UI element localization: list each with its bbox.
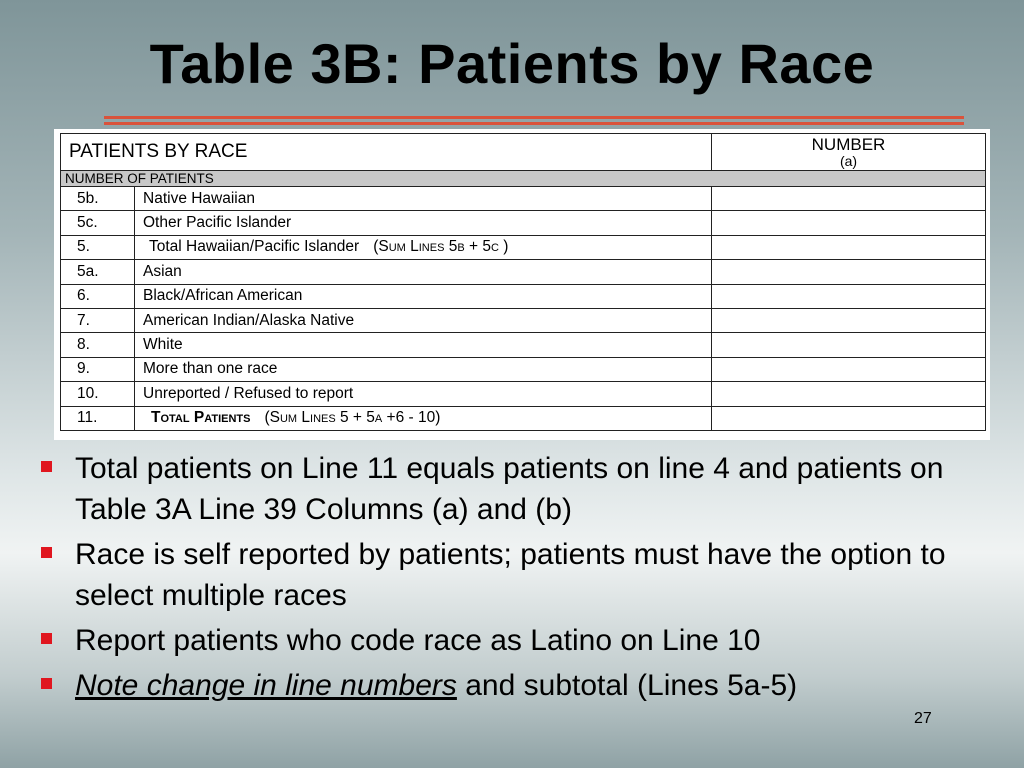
line-number-cell: 11. — [61, 406, 135, 430]
table-row — [61, 260, 986, 284]
table-row — [61, 333, 986, 357]
number-value-cell — [712, 211, 986, 235]
patients-by-race-table — [60, 133, 986, 431]
bullet-item — [40, 448, 1015, 530]
bullet-text: Report patients who code race as Latino on Line 10 — [75, 624, 761, 657]
title-rule-top — [104, 116, 964, 119]
number-value-cell — [712, 260, 986, 284]
line-number-cell: 8. — [61, 333, 135, 357]
line-note: (Sum Lines 5b + 5c ) — [373, 238, 509, 256]
bullet-emphasis-text: Note change in line numbers — [75, 669, 457, 702]
line-note: (Sum Lines 5 + 5a +6 - 10) — [264, 409, 441, 427]
bullet-item — [40, 665, 1015, 706]
table-row — [61, 235, 986, 259]
line-number-cell: 5a. — [61, 260, 135, 284]
line-number-cell: 5. — [61, 235, 135, 259]
number-value-cell — [712, 382, 986, 406]
table-row — [61, 357, 986, 381]
line-number-cell: 7. — [61, 308, 135, 332]
table-row — [61, 211, 986, 235]
line-label: More than one race — [143, 360, 278, 378]
line-label-cell — [135, 260, 712, 284]
line-label: Other Pacific Islander — [143, 214, 292, 232]
table-header-row — [61, 134, 986, 171]
line-number-cell: 9. — [61, 357, 135, 381]
number-value-cell — [712, 235, 986, 259]
line-label-cell — [135, 211, 712, 235]
table-row — [61, 187, 986, 211]
number-value-cell — [712, 357, 986, 381]
table-row — [61, 406, 986, 430]
bullet-item — [40, 620, 1015, 661]
line-label: Black/African American — [143, 287, 303, 305]
line-label: Unreported / Refused to report — [143, 384, 354, 402]
number-value-cell — [712, 284, 986, 308]
bullet-marker-icon — [41, 633, 52, 644]
table-header-label: PATIENTS BY RACE — [61, 134, 712, 171]
line-number-cell: 6. — [61, 284, 135, 308]
line-label: Asian — [143, 262, 182, 280]
table-row — [61, 382, 986, 406]
table-row — [61, 284, 986, 308]
bullet-list — [40, 448, 1015, 710]
line-label-cell — [135, 308, 712, 332]
line-label-cell — [135, 382, 712, 406]
slide-title: Table 3B: Patients by Race — [149, 32, 875, 95]
line-label-cell — [135, 284, 712, 308]
number-column-header — [712, 134, 986, 171]
bullet-marker-icon — [41, 547, 52, 558]
line-number-cell: 10. — [61, 382, 135, 406]
bullet-marker-icon — [41, 678, 52, 689]
line-label: Total Hawaiian/Pacific Islander — [149, 238, 360, 256]
bullet-text: Total patients on Line 11 equals patients on line 4 and patients on Table 3A Line 39 Columns (a) and (b) — [75, 452, 944, 526]
section-row — [61, 171, 986, 187]
line-label: Total Patients — [151, 409, 251, 427]
line-label-cell — [135, 187, 712, 211]
number-value-cell — [712, 187, 986, 211]
number-value-cell — [712, 406, 986, 430]
section-label: NUMBER OF PATIENTS — [61, 171, 986, 187]
page-number: 27 — [914, 710, 932, 727]
title-rule-bottom — [104, 122, 964, 125]
table-image — [54, 129, 990, 440]
number-header-text: NUMBER — [811, 134, 886, 154]
line-label-cell — [135, 357, 712, 381]
number-value-cell — [712, 333, 986, 357]
line-label: White — [143, 336, 183, 354]
line-number-cell: 5b. — [61, 187, 135, 211]
line-label: Native Hawaiian — [143, 189, 255, 207]
line-label-cell — [135, 333, 712, 357]
line-label: American Indian/Alaska Native — [143, 311, 355, 329]
line-label-cell — [135, 406, 712, 430]
bullet-item — [40, 534, 1015, 616]
line-label-cell — [135, 235, 712, 259]
table-row — [61, 308, 986, 332]
bullet-text: Race is self reported by patients; patients must have the option to select multiple races — [75, 538, 946, 612]
number-value-cell — [712, 308, 986, 332]
bullet-text: and subtotal (Lines 5a-5) — [456, 669, 798, 702]
line-number-cell: 5c. — [61, 211, 135, 235]
bullet-marker-icon — [41, 461, 52, 472]
number-header-sub: (a) — [839, 152, 858, 169]
